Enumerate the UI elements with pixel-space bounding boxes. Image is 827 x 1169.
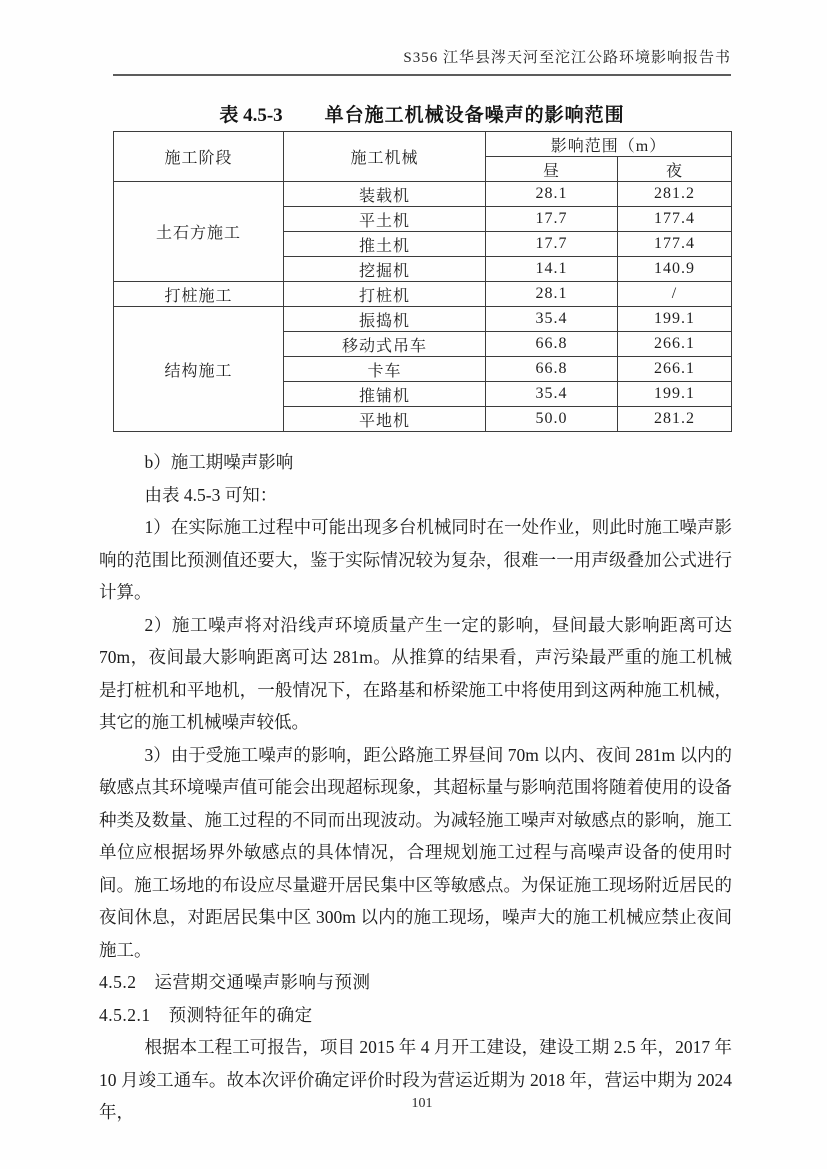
paragraph-2: 2）施工噪声将对沿线声环境质量产生一定的影响，昼间最大影响距离可达 70m，夜间最大影响距离可达 281m。从推算的结果看，声污染最严重的施工机械是打桩机和平地机，一般情况下，在路基和桥梁施工中将使用到这两种施工机械，其它的施工机械噪声较低。 [99, 614, 732, 732]
day-cell: 28.1 [486, 182, 618, 207]
night-cell: 199.1 [618, 382, 732, 407]
machine-cell: 打桩机 [284, 282, 486, 307]
table-label: 表 4.5-3 [219, 105, 283, 126]
machine-cell: 移动式吊车 [284, 332, 486, 357]
machine-cell: 推铺机 [284, 382, 486, 407]
running-header-text: S356 江华县涔天河至沱江公路环境影响报告书 [403, 50, 731, 66]
header-machine: 施工机械 [284, 132, 486, 182]
night-cell: 266.1 [618, 332, 732, 357]
stage-cell: 结构施工 [114, 307, 284, 432]
header-range: 影响范围（m） [486, 132, 732, 157]
day-cell: 50.0 [486, 407, 618, 432]
day-cell: 35.4 [486, 307, 618, 332]
day-cell: 28.1 [486, 282, 618, 307]
machine-cell: 推土机 [284, 232, 486, 257]
machine-cell: 平土机 [284, 207, 486, 232]
page-number: 101 [411, 1096, 433, 1111]
machine-cell: 装载机 [284, 182, 486, 207]
table-header-row [114, 132, 732, 157]
running-header [113, 46, 731, 76]
table-title: 单台施工机械设备噪声的影响范围 [324, 105, 625, 126]
paragraph-3: 3）由于受施工噪声的影响，距公路施工界昼间 70m 以内、夜间 281m 以内的敏感点其环境噪声值可能会出现超标现象，其超标量与影响范围将随着使用的设备种类及数量、施工过程的不同而出现波动。为减轻施工噪声对敏感点的影响，施工单位应根据场界外敏感点的具体情况，合理规划施工过程与高噪声设备的使用时间。施工场地的布设应尽量避开居民集中区等敏感点。为保证施工现场附近居民的夜间休息，对距居民集中区 300m 以内的施工现场，噪声大的施工机械应禁止夜间施工。 [99, 744, 732, 960]
header-stage: 施工阶段 [114, 132, 284, 182]
body-text [99, 446, 732, 1129]
day-cell: 14.1 [486, 257, 618, 282]
night-cell: 140.9 [618, 257, 732, 282]
night-cell: 266.1 [618, 357, 732, 382]
paragraph-b-heading: b）施工期噪声影响 [144, 452, 294, 472]
paragraph-1: 1）在实际施工过程中可能出现多台机械同时在一处作业，则此时施工噪声影响的范围比预测值还要大，鉴于实际情况较为复杂，很难一一用声级叠加公式进行计算。 [99, 517, 732, 602]
stage-cell: 打桩施工 [114, 282, 284, 307]
night-cell: 199.1 [618, 307, 732, 332]
night-cell: 281.2 [618, 182, 732, 207]
table-row [114, 307, 732, 332]
machine-cell: 平地机 [284, 407, 486, 432]
day-cell: 35.4 [486, 382, 618, 407]
noise-impact-table [113, 131, 732, 432]
section-heading-4-5-2: 4.5.2 运营期交通噪声影响与预测 [99, 972, 371, 992]
night-cell: 281.2 [618, 407, 732, 432]
day-cell: 17.7 [486, 232, 618, 257]
table-caption [113, 100, 731, 127]
machine-cell: 振捣机 [284, 307, 486, 332]
machine-cell: 挖掘机 [284, 257, 486, 282]
paragraph-intro: 由表 4.5-3 可知： [144, 484, 278, 505]
header-night: 夜 [618, 157, 732, 182]
page-footer [113, 1096, 731, 1112]
stage-cell: 土石方施工 [114, 182, 284, 282]
night-cell: 177.4 [618, 207, 732, 232]
night-cell: 177.4 [618, 232, 732, 257]
table-row [114, 182, 732, 207]
header-day: 昼 [486, 157, 618, 182]
day-cell: 17.7 [486, 207, 618, 232]
paragraph-4: 根据本工程工可报告，项目 2015 年 4 月开工建设，建设工期 2.5 年，2017 年 10 月竣工通车。故本次评价确定评价时段为营运近期为 2018 年，营运中期为 2024 年， [99, 1037, 732, 1122]
table-row [114, 282, 732, 307]
machine-cell: 卡车 [284, 357, 486, 382]
night-cell: / [618, 282, 732, 307]
day-cell: 66.8 [486, 332, 618, 357]
section-heading-4-5-2-1: 4.5.2.1 预测特征年的确定 [99, 1004, 313, 1025]
day-cell: 66.8 [486, 357, 618, 382]
